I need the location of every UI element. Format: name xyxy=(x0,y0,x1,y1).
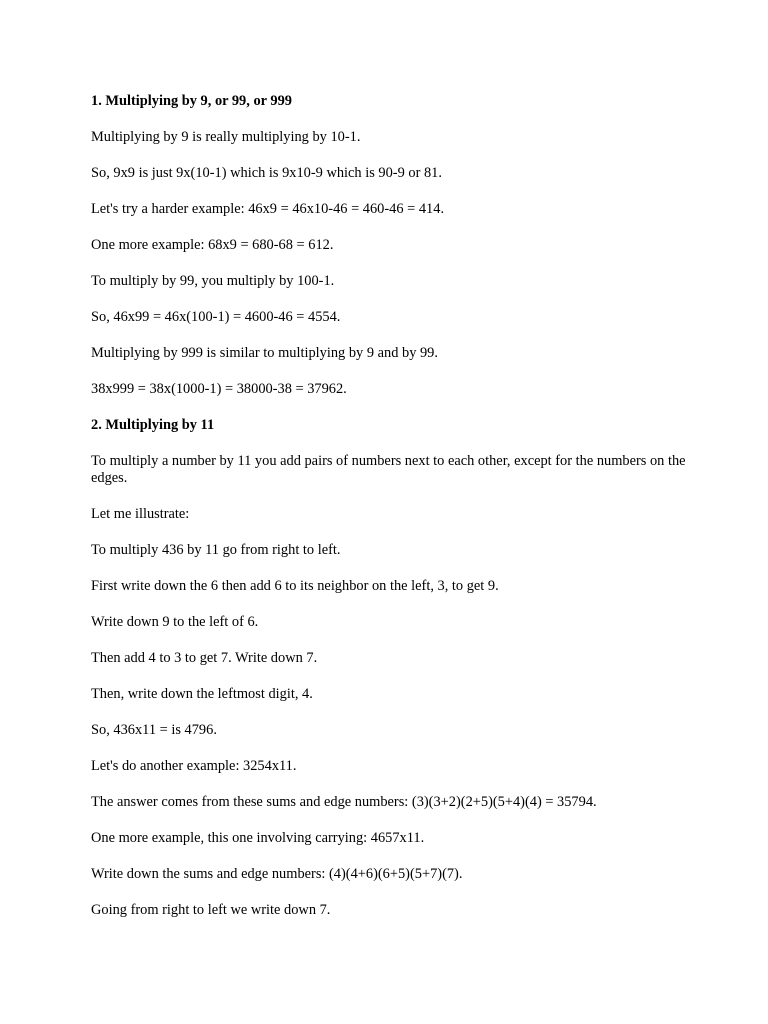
paragraph: So, 46x99 = 46x(100-1) = 4600-46 = 4554. xyxy=(91,309,341,325)
paragraph: First write down the 6 then add 6 to its neighbor on the left, 3, to get 9. xyxy=(91,578,499,594)
paragraph: To multiply 436 by 11 go from right to left. xyxy=(91,542,341,558)
paragraph: Multiplying by 999 is similar to multiplying by 9 and by 99. xyxy=(91,345,438,361)
paragraph: Let's try a harder example: 46x9 = 46x10-46 = 460-46 = 414. xyxy=(91,201,445,217)
paragraph: So, 436x11 = is 4796. xyxy=(91,722,217,738)
paragraph: Going from right to left we write down 7. xyxy=(91,902,331,918)
paragraph: So, 9x9 is just 9x(10-1) which is 9x10-9 which is 90-9 or 81. xyxy=(91,165,442,181)
paragraph: 38x999 = 38x(1000-1) = 38000-38 = 37962. xyxy=(91,381,347,397)
paragraph: Write down the sums and edge numbers: (4)(4+6)(6+5)(5+7)(7). xyxy=(91,866,463,882)
paragraph: Let's do another example: 3254x11. xyxy=(91,758,297,774)
section-2-heading: 2. Multiplying by 11 xyxy=(91,417,215,433)
paragraph: Let me illustrate: xyxy=(91,506,190,522)
document-page xyxy=(91,93,691,919)
paragraph: Then add 4 to 3 to get 7. Write down 7. xyxy=(91,650,318,666)
section-1-heading: 1. Multiplying by 9, or 99, or 999 xyxy=(91,93,292,109)
paragraph: The answer comes from these sums and edge numbers: (3)(3+2)(2+5)(5+4)(4) = 35794. xyxy=(91,794,597,810)
paragraph: Write down 9 to the left of 6. xyxy=(91,614,259,630)
paragraph: One more example, this one involving carrying: 4657x11. xyxy=(91,830,425,846)
paragraph: One more example: 68x9 = 680-68 = 612. xyxy=(91,237,334,253)
paragraph: Then, write down the leftmost digit, 4. xyxy=(91,686,313,702)
paragraph: To multiply a number by 11 you add pairs of numbers next to each other, except for the numbers on the edges. xyxy=(91,453,686,486)
paragraph: Multiplying by 9 is really multiplying by 10-1. xyxy=(91,129,361,145)
paragraph: To multiply by 99, you multiply by 100-1. xyxy=(91,273,335,289)
